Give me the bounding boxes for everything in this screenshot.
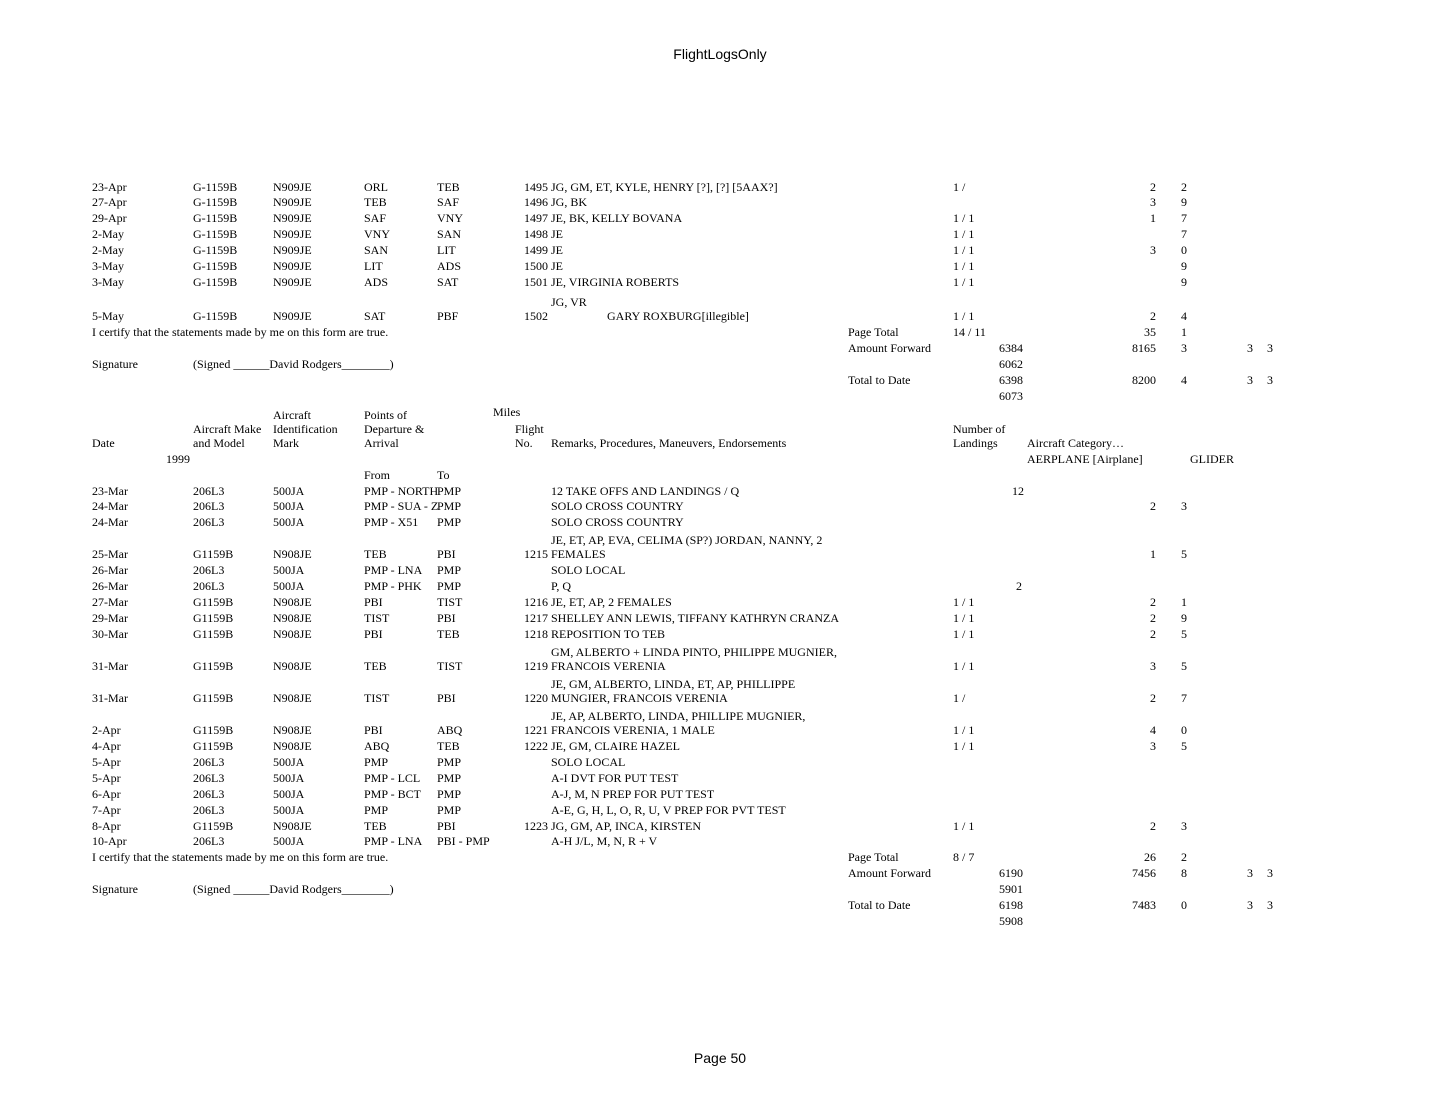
cell-landings: 1 / 1 (953, 723, 975, 737)
header-points-2: Departure & (364, 422, 425, 436)
cell-model: G1159B (193, 819, 234, 833)
page-footer: Page 50 (693, 1050, 747, 1066)
cell-from: TEB (364, 547, 387, 561)
cell-date: 26-Mar (92, 579, 128, 593)
total-to-date-glider-hours: 3 (1247, 373, 1253, 387)
cell-from: SAF (364, 211, 387, 225)
cell-from: PBI (364, 627, 383, 641)
cell-model: G-1159B (193, 180, 238, 194)
header-year: 1999 (166, 452, 190, 466)
header-airplane: AERPLANE [Airplane] (1027, 452, 1143, 466)
cell-remarks: 1499 JE (524, 243, 563, 257)
cell-landings-count: 2 (1016, 579, 1022, 593)
cell-tenths: 2 (1181, 180, 1187, 194)
cell-hours: 2 (1150, 627, 1156, 641)
cell-from: TIST (364, 691, 390, 705)
cell-to: PBI - PMP (437, 834, 490, 848)
remarks-line: JE, ET, AP, EVA, CELIMA (SP?) JORDAN, NANNY, 2 (551, 533, 823, 547)
cell-tenths: 0 (1181, 243, 1187, 257)
cell-to: TIST (437, 659, 463, 673)
cell-date: 23-Mar (92, 484, 128, 498)
cell-mark: N908JE (273, 595, 312, 609)
header-ident-3: Mark (273, 436, 299, 450)
cell-date: 27-Apr (92, 195, 127, 209)
cell-hours: 3 (1150, 659, 1156, 673)
cell-landings: 1 / 1 (953, 659, 975, 673)
cell-mark: 500JA (273, 579, 305, 593)
amount-forward-hours: 8165 (1132, 341, 1156, 355)
cell-date: 5-May (92, 309, 124, 323)
cell-date: 27-Mar (92, 595, 128, 609)
cell-landings: 1 / 1 (953, 275, 975, 289)
cell-mark: N909JE (273, 180, 312, 194)
cell-mark: N908JE (273, 611, 312, 625)
cell-date: 5-Apr (92, 771, 121, 785)
cell-date: 3-May (92, 259, 124, 273)
cell-mark: N908JE (273, 627, 312, 641)
cell-landings: 1 / 1 (953, 243, 975, 257)
header-points-3: Arrival (364, 436, 399, 450)
cell-to: PBI (437, 691, 456, 705)
page-total-hours: 35 (1144, 325, 1156, 339)
cell-tenths: 7 (1181, 227, 1187, 241)
cell-landings-count: 12 (1012, 484, 1024, 498)
amount-forward-glider-hours: 3 (1247, 341, 1253, 355)
header-flight-1: Flight (515, 422, 544, 436)
header-category: Aircraft Category… (1027, 436, 1124, 450)
cell-to: LIT (437, 243, 456, 257)
cell-flight: 1221 (524, 723, 548, 737)
cell-to: TIST (437, 595, 463, 609)
cell-mark: N908JE (273, 659, 312, 673)
cell-date: 7-Apr (92, 803, 121, 817)
page-header: FlightLogsOnly (673, 46, 767, 62)
cell-to: PBF (437, 309, 459, 323)
amount-forward-glider-hours: 3 (1247, 866, 1253, 880)
cell-model: G-1159B (193, 211, 238, 225)
cell-date: 29-Mar (92, 611, 128, 625)
cell-hours: 2 (1150, 180, 1156, 194)
cell-from: PMP - LCL (364, 771, 421, 785)
cell-model: G1159B (193, 611, 234, 625)
cell-to: PMP (437, 787, 462, 801)
cell-date: 3-May (92, 275, 124, 289)
remarks-line: JG, VR (551, 295, 587, 309)
cell-model: 206L3 (193, 834, 225, 848)
cell-to: TEB (437, 739, 460, 753)
cell-to: PBI (437, 547, 456, 561)
cell-from: SAT (364, 309, 386, 323)
cell-hours: 2 (1150, 595, 1156, 609)
cell-to: PMP (437, 499, 462, 513)
cell-from: PMP (364, 755, 389, 769)
cell-from: ADS (364, 275, 389, 289)
cell-remarks: JG, GM, AP, INCA, KIRSTEN (551, 819, 702, 833)
cell-model: G1159B (193, 739, 234, 753)
cell-from: PMP - NORTH (364, 484, 439, 498)
cell-hours: 3 (1150, 195, 1156, 209)
cell-tenths: 3 (1181, 819, 1187, 833)
total-to-date-glider-tenths: 3 (1267, 898, 1273, 912)
signature-label: Signature (92, 882, 138, 896)
cell-landings: 1 / (953, 180, 966, 194)
cell-from: SAN (364, 243, 389, 257)
amount-forward-value: 6384 (999, 341, 1023, 355)
amount-forward-value-2: 6062 (999, 357, 1023, 371)
cell-remarks: JE, GM, CLAIRE HAZEL (551, 739, 680, 753)
amount-forward-label: Amount Forward (848, 866, 931, 880)
cell-tenths: 9 (1181, 259, 1187, 273)
cell-model: 206L3 (193, 515, 225, 529)
cell-date: 24-Mar (92, 515, 128, 529)
cell-hours: 1 (1150, 547, 1156, 561)
cell-mark: 500JA (273, 771, 305, 785)
cell-from: PMP - BCT (364, 787, 421, 801)
cell-remarks: SOLO LOCAL (551, 563, 626, 577)
cell-date: 2-May (92, 227, 124, 241)
cell-model: G1159B (193, 659, 234, 673)
cell-tenths: 5 (1181, 659, 1187, 673)
cell-mark: 500JA (273, 834, 305, 848)
page-total-label: Page Total (848, 850, 899, 864)
total-to-date-label: Total to Date (848, 898, 911, 912)
remarks-line: JE, AP, ALBERTO, LINDA, PHILLIPE MUGNIER, (551, 709, 806, 723)
cell-mark: 500JA (273, 787, 305, 801)
cell-date: 8-Apr (92, 819, 121, 833)
cell-mark: N909JE (273, 195, 312, 209)
cell-remarks: 1496 JG, BK (524, 195, 588, 209)
cell-tenths: 5 (1181, 627, 1187, 641)
cell-landings: 1 / 1 (953, 595, 975, 609)
cell-flight: 1220 (524, 691, 548, 705)
cell-date: 6-Apr (92, 787, 121, 801)
cell-flight: 1219 (524, 659, 548, 673)
header-remarks: Remarks, Procedures, Maneuvers, Endorsements (551, 436, 787, 450)
header-ident-1: Aircraft (273, 408, 311, 422)
cell-date: 26-Mar (92, 563, 128, 577)
cell-landings: 1 / 1 (953, 211, 975, 225)
cell-flight: 1222 (524, 739, 548, 753)
total-to-date-value-2: 5908 (999, 914, 1023, 928)
total-to-date-hours: 7483 (1132, 898, 1156, 912)
page-total-hours: 26 (1144, 850, 1156, 864)
cell-to: PMP (437, 484, 462, 498)
cell-remarks: 1495 JG, GM, ET, KYLE, HENRY [?], [?] [5AAX?] (524, 180, 778, 194)
remarks-line: GM, ALBERTO + LINDA PINTO, PHILIPPE MUGNIER, (551, 645, 837, 659)
cell-tenths: 4 (1181, 309, 1187, 323)
cell-tenths: 9 (1181, 195, 1187, 209)
cell-from: PBI (364, 595, 383, 609)
cell-remarks: P, Q (551, 579, 572, 593)
cell-date: 31-Mar (92, 691, 128, 705)
amount-forward-glider-tenths: 3 (1267, 341, 1273, 355)
header-glider: GLIDER (1190, 452, 1234, 466)
cell-mark: N908JE (273, 547, 312, 561)
amount-forward-glider-tenths: 3 (1267, 866, 1273, 880)
total-to-date-hours: 8200 (1132, 373, 1156, 387)
certification-text: I certify that the statements made by me on this form are true. (92, 850, 389, 864)
cell-mark: N908JE (273, 723, 312, 737)
cell-model: G1159B (193, 691, 234, 705)
header-landings-1: Number of (953, 422, 1006, 436)
cell-model: G1159B (193, 723, 234, 737)
cell-mark: N909JE (273, 275, 312, 289)
cell-to: PMP (437, 515, 462, 529)
cell-date: 30-Mar (92, 627, 128, 641)
cell-remarks: A-E, G, H, L, O, R, U, V PREP FOR PVT TEST (551, 803, 786, 817)
cell-date: 31-Mar (92, 659, 128, 673)
cell-landings: 1 / (953, 691, 966, 705)
cell-from: VNY (364, 227, 390, 241)
cell-remarks: 1497 JE, BK, KELLY BOVANA (524, 211, 683, 225)
cell-mark: 500JA (273, 499, 305, 513)
cell-mark: N908JE (273, 819, 312, 833)
cell-date: 2-Apr (92, 723, 121, 737)
cell-hours: 3 (1150, 243, 1156, 257)
cell-flight: 1216 (524, 595, 548, 609)
cell-remarks: A-J, M, N PREP FOR PUT TEST (551, 787, 715, 801)
header-to: To (437, 468, 450, 482)
cell-to: PMP (437, 771, 462, 785)
cell-hours: 1 (1150, 211, 1156, 225)
amount-forward-hours: 7456 (1132, 866, 1156, 880)
page-total-landings: 14 / 11 (953, 325, 986, 339)
amount-forward-value-2: 5901 (999, 882, 1023, 896)
cell-tenths: 5 (1181, 547, 1187, 561)
cell-date: 2-May (92, 243, 124, 257)
cell-from: TEB (364, 819, 387, 833)
cell-remarks: 1498 JE (524, 227, 563, 241)
cell-date: 4-Apr (92, 739, 121, 753)
cell-landings: 1 / 1 (953, 739, 975, 753)
cell-hours: 2 (1150, 691, 1156, 705)
cell-remarks: 12 TAKE OFFS AND LANDINGS / Q (551, 484, 740, 498)
cell-remarks: REPOSITION TO TEB (551, 627, 666, 641)
cell-model: 206L3 (193, 771, 225, 785)
cell-mark: N909JE (273, 259, 312, 273)
cell-from: PMP (364, 803, 389, 817)
amount-forward-tenths: 8 (1181, 866, 1187, 880)
cell-remarks: FRANCOIS VERENIA, 1 MALE (551, 723, 715, 737)
total-to-date-value: 6398 (999, 373, 1023, 387)
cell-model: 206L3 (193, 755, 225, 769)
cell-date: 5-Apr (92, 755, 121, 769)
cell-from: PMP - LNA (364, 834, 423, 848)
cell-remarks: SOLO CROSS COUNTRY (551, 499, 684, 513)
cell-remarks: FRANCOIS VERENIA (551, 659, 666, 673)
cell-to: ADS (437, 259, 462, 273)
cell-landings: 1 / 1 (953, 259, 975, 273)
cell-flight: 1502 (524, 309, 548, 323)
cell-landings: 1 / 1 (953, 611, 975, 625)
cell-remarks: FEMALES (551, 547, 606, 561)
page-total-label: Page Total (848, 325, 899, 339)
header-landings-2: Landings (953, 436, 998, 450)
cell-tenths: 0 (1181, 723, 1187, 737)
header-ident-2: Identification (273, 422, 338, 436)
header-make-2: and Model (193, 436, 245, 450)
cell-model: 206L3 (193, 579, 225, 593)
cell-hours: 2 (1150, 309, 1156, 323)
cell-to: PMP (437, 803, 462, 817)
cell-remarks: SOLO CROSS COUNTRY (551, 515, 684, 529)
cell-to: ABQ (437, 723, 463, 737)
cell-mark: 500JA (273, 563, 305, 577)
cell-date: 29-Apr (92, 211, 127, 225)
cell-to: PMP (437, 755, 462, 769)
cell-mark: N909JE (273, 243, 312, 257)
cell-model: 206L3 (193, 803, 225, 817)
cell-date: 23-Apr (92, 180, 127, 194)
cell-landings: 1 / 1 (953, 227, 975, 241)
cell-landings: 1 / 1 (953, 627, 975, 641)
cell-mark: N908JE (273, 691, 312, 705)
cell-model: 206L3 (193, 484, 225, 498)
cell-to: PBI (437, 819, 456, 833)
signature-label: Signature (92, 357, 138, 371)
cell-from: LIT (364, 259, 383, 273)
header-date: Date (92, 436, 115, 450)
cell-mark: 500JA (273, 515, 305, 529)
cell-flight: 1218 (524, 627, 548, 641)
cell-tenths: 7 (1181, 691, 1187, 705)
cell-remarks: SOLO LOCAL (551, 755, 626, 769)
cell-model: G-1159B (193, 309, 238, 323)
cell-from: PMP - PHK (364, 579, 422, 593)
cell-hours: 2 (1150, 819, 1156, 833)
cell-to: PMP (437, 579, 462, 593)
cell-model: G1159B (193, 627, 234, 641)
cell-from: ABQ (364, 739, 390, 753)
cell-remarks: A-I DVT FOR PUT TEST (551, 771, 679, 785)
total-to-date-tenths: 4 (1181, 373, 1187, 387)
cell-date: 25-Mar (92, 547, 128, 561)
cell-remarks: A-H J/L, M, N, R + V (551, 834, 658, 848)
cell-to: SAN (437, 227, 462, 241)
cell-mark: 500JA (273, 755, 305, 769)
cell-to: TEB (437, 627, 460, 641)
cell-to: PBI (437, 611, 456, 625)
cell-model: G-1159B (193, 195, 238, 209)
cell-flight: 1217 (524, 611, 548, 625)
total-to-date-glider-tenths: 3 (1267, 373, 1273, 387)
cell-model: 206L3 (193, 563, 225, 577)
cell-from: TEB (364, 195, 387, 209)
cell-from: PMP - SUA - Z (364, 499, 439, 513)
cell-hours: 2 (1150, 499, 1156, 513)
cell-mark: N909JE (273, 211, 312, 225)
cell-tenths: 5 (1181, 739, 1187, 753)
header-flight-2: No. (515, 436, 533, 450)
cell-date: 10-Apr (92, 834, 127, 848)
cell-remarks: SHELLEY ANN LEWIS, TIFFANY KATHRYN CRANZA (551, 611, 839, 625)
total-to-date-value: 6198 (999, 898, 1023, 912)
signature-value: (Signed ______David Rodgers________) (193, 882, 394, 896)
cell-remarks: JE, ET, AP, 2 FEMALES (551, 595, 672, 609)
total-to-date-value-2: 6073 (999, 389, 1023, 403)
cell-hours: 4 (1150, 723, 1156, 737)
cell-flight: 1215 (524, 547, 548, 561)
cell-model: G-1159B (193, 275, 238, 289)
cell-tenths: 9 (1181, 275, 1187, 289)
header-from: From (364, 468, 391, 482)
cell-to: TEB (437, 180, 460, 194)
total-to-date-tenths: 0 (1181, 898, 1187, 912)
page-total-landings: 8 / 7 (953, 850, 975, 864)
cell-model: 206L3 (193, 787, 225, 801)
cell-landings: 1 / 1 (953, 819, 975, 833)
remarks-line: GARY ROXBURG[illegible] (607, 309, 749, 323)
amount-forward-label: Amount Forward (848, 341, 931, 355)
cell-remarks: MUNGIER, FRANCOIS VERENIA (551, 691, 728, 705)
signature-value: (Signed ______David Rodgers________) (193, 357, 394, 371)
cell-remarks: 1501 JE, VIRGINIA ROBERTS (524, 275, 680, 289)
cell-mark: N909JE (273, 227, 312, 241)
page-total-tenths: 1 (1181, 325, 1187, 339)
cell-from: TIST (364, 611, 390, 625)
cell-to: VNY (437, 211, 463, 225)
cell-model: G-1159B (193, 243, 238, 257)
header-miles: Miles (493, 405, 521, 419)
cell-from: TEB (364, 659, 387, 673)
remarks-line: JE, GM, ALBERTO, LINDA, ET, AP, PHILLIPPE (551, 677, 796, 691)
cell-hours: 2 (1150, 611, 1156, 625)
cell-to: SAF (437, 195, 460, 209)
cell-date: 24-Mar (92, 499, 128, 513)
cell-model: 206L3 (193, 499, 225, 513)
total-to-date-glider-hours: 3 (1247, 898, 1253, 912)
cell-to: SAT (437, 275, 459, 289)
amount-forward-tenths: 3 (1181, 341, 1187, 355)
cell-model: G-1159B (193, 227, 238, 241)
cell-from: ORL (364, 180, 388, 194)
cell-tenths: 1 (1181, 595, 1187, 609)
cell-from: PMP - X51 (364, 515, 419, 529)
cell-mark: N909JE (273, 309, 312, 323)
cell-model: G1159B (193, 547, 234, 561)
cell-tenths: 3 (1181, 499, 1187, 513)
cell-tenths: 7 (1181, 211, 1187, 225)
cell-model: G-1159B (193, 259, 238, 273)
certification-text: I certify that the statements made by me on this form are true. (92, 325, 389, 339)
cell-remarks: 1500 JE (524, 259, 563, 273)
cell-mark: N908JE (273, 739, 312, 753)
header-make-1: Aircraft Make (193, 422, 262, 436)
cell-hours: 3 (1150, 739, 1156, 753)
cell-from: PMP - LNA (364, 563, 423, 577)
cell-from: PBI (364, 723, 383, 737)
cell-mark: 500JA (273, 484, 305, 498)
cell-landings: 1 / 1 (953, 309, 975, 323)
cell-model: G1159B (193, 595, 234, 609)
cell-mark: 500JA (273, 803, 305, 817)
page-total-tenths: 2 (1181, 850, 1187, 864)
cell-flight: 1223 (524, 819, 548, 833)
amount-forward-value: 6190 (999, 866, 1023, 880)
cell-to: PMP (437, 563, 462, 577)
header-points-1: Points of (364, 408, 408, 422)
total-to-date-label: Total to Date (848, 373, 911, 387)
cell-tenths: 9 (1181, 611, 1187, 625)
